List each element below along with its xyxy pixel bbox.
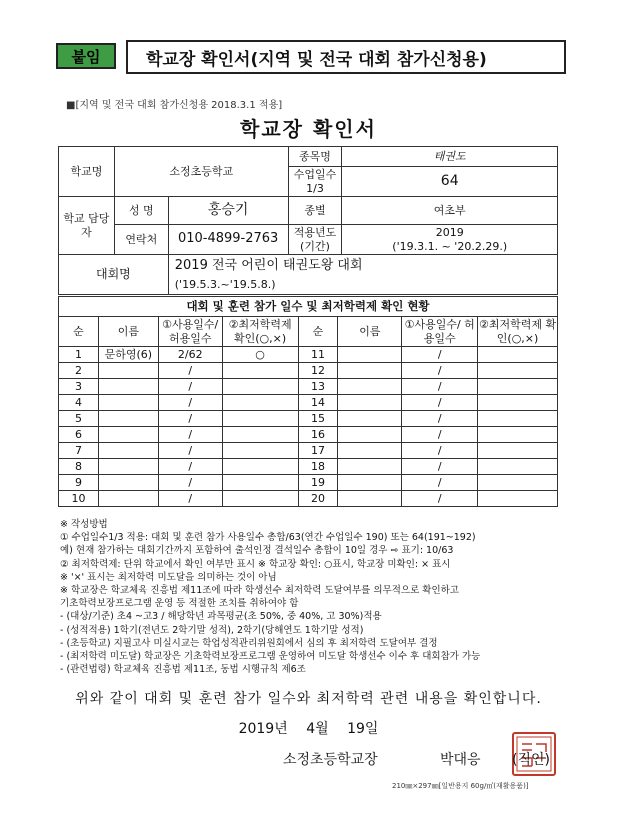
- row-name-2: [338, 347, 402, 363]
- days-label: 수업일수 1/3: [288, 167, 342, 197]
- row-check: [222, 475, 298, 491]
- row-name: [98, 395, 158, 411]
- table-row: [59, 491, 558, 507]
- instruction-line: ※ 작성방법: [60, 519, 108, 530]
- row-name: [98, 459, 158, 475]
- date-year: 2019년: [238, 721, 288, 737]
- school-value: 소정초등학교: [114, 147, 288, 197]
- row-days: /: [158, 491, 222, 507]
- instruction-line: 예) 현재 참가하는 대회기간까지 포함하여 출석인정 결석일수 총합이 10일 경우 ⇨ 표기: 10/63: [60, 545, 454, 557]
- row-name: [98, 491, 158, 507]
- grid-title: 대회 및 훈련 참가 일수 및 최저학력제 확인 현황: [59, 297, 558, 317]
- header-title: 학교장 확인서(지역 및 전국 대회 참가신청용): [146, 49, 487, 70]
- instruction-line: - (관련법령) 학교체육 진흥법 제11조, 동법 시행규칙 제6조: [60, 664, 306, 676]
- row-check-2: [478, 379, 558, 395]
- row-check-2: [478, 395, 558, 411]
- date-day: 19일: [347, 721, 379, 737]
- row-days-2: /: [402, 347, 478, 363]
- row-days-2: /: [402, 443, 478, 459]
- instruction-line: - (성적적용) 1학기(전년도 2학기말 성적), 2학기(당해연도 1학기말 성적): [60, 624, 364, 636]
- category-value: 여초부: [342, 197, 558, 225]
- row-check: [222, 379, 298, 395]
- row-name: 문하영(6): [98, 347, 158, 363]
- row-name: [98, 379, 158, 395]
- seal-label: (직인): [512, 752, 550, 768]
- row-name: [98, 363, 158, 379]
- row-no: 9: [59, 475, 99, 491]
- row-days: /: [158, 363, 222, 379]
- event-name: 2019 전국 어린이 태권도왕 대회: [174, 257, 363, 273]
- row-days: /: [158, 427, 222, 443]
- row-name-2: [338, 459, 402, 475]
- principal-title: 소정초등학교장: [283, 752, 378, 768]
- col-days: ①사용일수/ 허용일수: [158, 317, 222, 347]
- sport-value: 태권도: [342, 147, 558, 167]
- row-days-2: /: [402, 475, 478, 491]
- row-no-2: 13: [298, 379, 338, 395]
- row-name-2: [338, 395, 402, 411]
- row-days: /: [158, 379, 222, 395]
- row-no-2: 18: [298, 459, 338, 475]
- instruction-line: ※ 학교장은 학교체육 진흥법 제11조에 따라 학생선수 최저학력 도달여부를 의무적으로 확인하고: [60, 585, 459, 597]
- table-row: [59, 363, 558, 379]
- row-check-2: [478, 491, 558, 507]
- col-name-2: 이름: [338, 317, 402, 347]
- row-check: [222, 443, 298, 459]
- period-value: [342, 225, 558, 255]
- row-check: [222, 363, 298, 379]
- row-no-2: 14: [298, 395, 338, 411]
- row-days: 2/62: [158, 347, 222, 363]
- row-check: [222, 491, 298, 507]
- row-days-2: /: [402, 427, 478, 443]
- col-min: ②최저학력제 확인(○,×): [222, 317, 298, 347]
- instruction-line: - (최저학력 미도달) 학교장은 기초학력보장프로그램 운영하여 미도달 학생선수 이수 후 대회참가 가능: [60, 651, 481, 663]
- row-name: [98, 475, 158, 491]
- row-no: 3: [59, 379, 99, 395]
- row-no: 1: [59, 347, 99, 363]
- row-days: /: [158, 443, 222, 459]
- row-check: [222, 459, 298, 475]
- row-check-2: [478, 459, 558, 475]
- contact-label: 연락처: [114, 225, 168, 255]
- row-days-2: /: [402, 379, 478, 395]
- instruction-line: - (초등학교) 지필고사 미실시교는 학업성적관리위원회에서 심의 후 최저학력 도달여부 결정: [60, 637, 438, 649]
- row-days: /: [158, 411, 222, 427]
- row-no: 7: [59, 443, 99, 459]
- instructions: [60, 518, 570, 676]
- row-name: [98, 427, 158, 443]
- row-no-2: 20: [298, 491, 338, 507]
- row-days: /: [158, 459, 222, 475]
- row-no: 2: [59, 363, 99, 379]
- row-name: [98, 443, 158, 459]
- table-row: [59, 475, 558, 491]
- paper-spec: 210㎜×297㎜[일반용지 60g/㎡(재활용품)]: [392, 782, 529, 790]
- document-title: 학교장 확인서: [240, 117, 377, 141]
- col-no-2: 순: [298, 317, 338, 347]
- confirmation-text: 위와 같이 대회 및 훈련 참가 일수와 최저학력 관련 내용을 확인합니다.: [75, 691, 542, 707]
- contact-value: 010-4899-2763: [168, 225, 288, 255]
- row-check: [222, 427, 298, 443]
- row-days: /: [158, 395, 222, 411]
- row-name-2: [338, 363, 402, 379]
- header-title-box: [126, 40, 566, 74]
- row-check-2: [478, 475, 558, 491]
- row-no-2: 12: [298, 363, 338, 379]
- row-check: ○: [222, 347, 298, 363]
- row-no-2: 16: [298, 427, 338, 443]
- col-name: 이름: [98, 317, 158, 347]
- row-check: [222, 411, 298, 427]
- table-row: [59, 395, 558, 411]
- row-no: 8: [59, 459, 99, 475]
- row-check-2: [478, 427, 558, 443]
- row-no: 5: [59, 411, 99, 427]
- instruction-line: - (대상/기준) 초4 ~고3 / 해당학년 과목평균(초 50%, 중 40%, 고 30%)적용: [60, 611, 382, 623]
- row-name-2: [338, 491, 402, 507]
- staff-label: 학교 담당자: [59, 197, 115, 255]
- row-name-2: [338, 427, 402, 443]
- row-no: 10: [59, 491, 99, 507]
- row-no: 4: [59, 395, 99, 411]
- participation-table: [58, 296, 558, 507]
- event-dates: ('19.5.3.~'19.5.8.): [174, 277, 276, 291]
- instruction-line: ※ '×' 표시는 최저학력 미도달을 의미하는 것이 아님: [60, 571, 277, 583]
- name-label: 성 명: [114, 197, 168, 225]
- date-month: 4월: [306, 721, 329, 737]
- table-row: [59, 411, 558, 427]
- row-name-2: [338, 411, 402, 427]
- row-check-2: [478, 363, 558, 379]
- instruction-line: ② 최저학력제: 단위 학교에서 확인 여부만 표시 ※ 학교장 확인: ○표시, 학교장 미확인: × 표시: [60, 558, 451, 570]
- row-no-2: 15: [298, 411, 338, 427]
- row-name-2: [338, 475, 402, 491]
- row-no: 6: [59, 427, 99, 443]
- row-check-2: [478, 411, 558, 427]
- period-range: ('19.3.1. ~ '20.2.29.): [392, 239, 508, 253]
- instruction-line: ① 수업일수1/3 적용: 대회 및 훈련 참가 사용일수 총합/63(연간 수업일수 190) 또는 64(191~192): [60, 532, 476, 544]
- row-days-2: /: [402, 395, 478, 411]
- event-value-cell: [168, 255, 557, 295]
- school-label: 학교명: [59, 147, 115, 197]
- col-min-2: ②최저학력제 확인(○,×): [478, 317, 557, 345]
- category-label: 종별: [288, 197, 342, 225]
- period-label: 적용년도 (기간): [288, 225, 342, 255]
- instruction-line: 기초학력보장프로그램 운영 등 적절한 조치를 취하여야 함: [60, 598, 299, 610]
- form-version-note: ■[지역 및 전국 대회 참가신청용 2018.3.1 적용]: [66, 100, 283, 111]
- row-name-2: [338, 443, 402, 459]
- row-name-2: [338, 379, 402, 395]
- period-year: 2019: [435, 225, 464, 239]
- row-days-2: /: [402, 459, 478, 475]
- row-no-2: 19: [298, 475, 338, 491]
- days-value: 64: [342, 167, 558, 197]
- row-no-2: 11: [298, 347, 338, 363]
- col-days-2: ①사용일수/ 허용일수: [402, 317, 478, 347]
- info-table: [58, 146, 558, 295]
- row-check: [222, 395, 298, 411]
- col-no: 순: [59, 317, 99, 347]
- row-days-2: /: [402, 411, 478, 427]
- row-name: [98, 411, 158, 427]
- sport-label: 종목명: [288, 147, 342, 167]
- event-label: 대회명: [59, 255, 169, 295]
- name-value: 홍승기: [168, 197, 288, 225]
- row-check-2: [478, 443, 558, 459]
- row-days-2: /: [402, 491, 478, 507]
- table-row: [59, 347, 558, 363]
- table-row: [59, 427, 558, 443]
- row-check-2: [478, 347, 558, 363]
- principal-name: 박대응: [440, 752, 481, 768]
- row-no-2: 17: [298, 443, 338, 459]
- row-days-2: /: [402, 363, 478, 379]
- table-row: [59, 443, 558, 459]
- table-row: [59, 459, 558, 475]
- row-days: /: [158, 475, 222, 491]
- attachment-badge: 붙임: [56, 43, 116, 69]
- table-row: [59, 379, 558, 395]
